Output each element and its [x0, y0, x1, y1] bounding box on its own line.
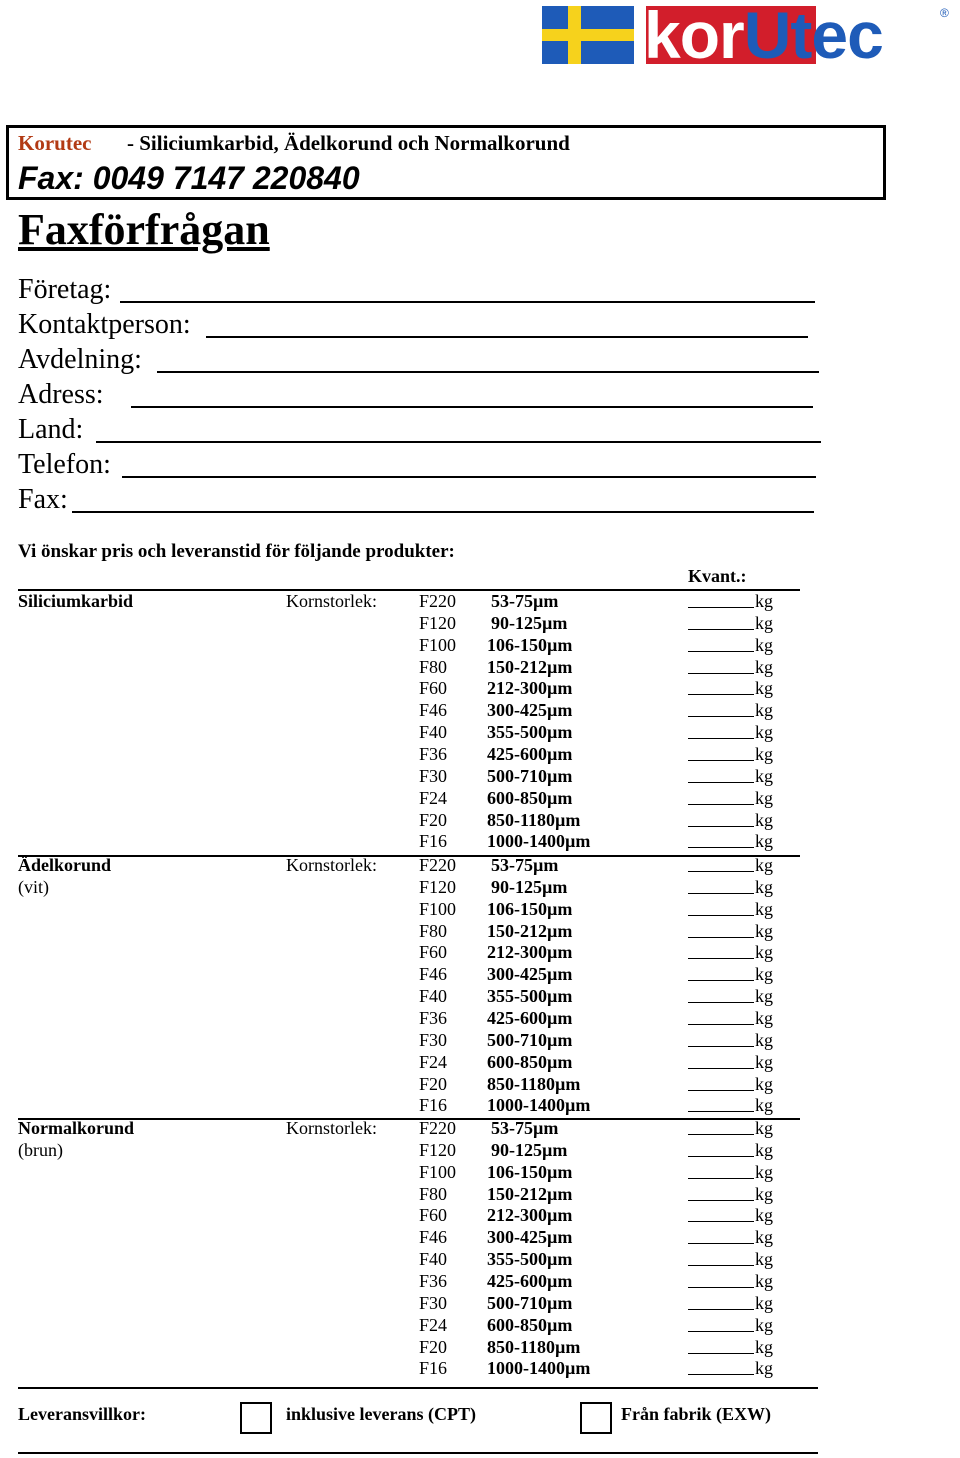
phone-label: Telefon: — [18, 449, 111, 480]
grit-code: F100 — [419, 1161, 457, 1182]
address-input-line[interactable] — [131, 406, 813, 408]
quantity-input-line[interactable] — [688, 826, 754, 827]
grain-size-range: 1000-1400µm — [487, 1358, 591, 1379]
grit-code: F46 — [419, 700, 448, 721]
cpt-option-label: inklusive leverans (CPT) — [286, 1404, 477, 1424]
unit-kg: kg — [755, 1314, 773, 1335]
quantity-input-line[interactable] — [688, 1178, 754, 1179]
grit-code: F40 — [419, 986, 448, 1007]
exw-checkbox[interactable] — [580, 1402, 612, 1434]
brand-name: Korutec — [18, 131, 92, 155]
grit-code: F16 — [419, 1358, 448, 1379]
unit-kg: kg — [755, 964, 773, 985]
intro-text: Vi önskar pris och leveranstid för följande produkter: — [18, 541, 455, 562]
quantity-input-line[interactable] — [688, 1353, 754, 1354]
grain-size-range: 1000-1400µm — [487, 831, 591, 852]
grain-size-range: 600-850µm — [487, 1051, 573, 1072]
quantity-header: Kvant.: — [688, 566, 747, 586]
grain-size-range: 425-600µm — [487, 1270, 573, 1291]
fax-input-line[interactable] — [72, 511, 814, 513]
quantity-input-line[interactable] — [688, 716, 754, 717]
grit-code: F120 — [419, 1139, 457, 1160]
fax-label: Fax: — [18, 484, 68, 515]
grit-code: F220 — [419, 855, 457, 875]
grain-size-range: 150-212µm — [487, 920, 573, 941]
grit-code: F20 — [419, 809, 448, 830]
unit-kg: kg — [755, 1227, 773, 1248]
quantity-input-line[interactable] — [688, 1134, 754, 1135]
grit-code: F40 — [419, 1249, 448, 1270]
delivery-top-rule — [18, 1387, 818, 1389]
grit-code: F46 — [419, 1227, 448, 1248]
grit-code: F120 — [419, 876, 457, 897]
contact-person-field[interactable] — [18, 308, 191, 342]
quantity-input-line[interactable] — [688, 1265, 754, 1266]
swedish-flag-icon — [542, 6, 634, 64]
grain-size-range: 53-75µm — [491, 1118, 559, 1138]
grain-size-range: 212-300µm — [487, 1205, 573, 1226]
product-name: Siliciumkarbid — [18, 591, 134, 611]
quantity-input-line[interactable] — [688, 673, 754, 674]
fax-number: Fax: 0049 7147 220840 — [18, 160, 360, 196]
grit-code: F100 — [419, 634, 457, 655]
quantity-input-line[interactable] — [688, 915, 754, 916]
grit-code: F16 — [419, 831, 448, 852]
grain-size-range: 300-425µm — [487, 964, 573, 985]
quantity-input-line[interactable] — [688, 1243, 754, 1244]
grit-code: F220 — [419, 591, 457, 611]
quantity-input-line[interactable] — [688, 1309, 754, 1310]
unit-kg: kg — [755, 765, 773, 786]
logo-wordmark: korUtec — [644, 0, 883, 72]
grain-size-range: 1000-1400µm — [487, 1095, 591, 1116]
phone-field[interactable] — [18, 448, 111, 482]
quantity-input-line[interactable] — [688, 1374, 754, 1375]
grain-size-range: 600-850µm — [487, 787, 573, 808]
unit-kg: kg — [755, 986, 773, 1007]
grit-code: F20 — [419, 1073, 448, 1094]
unit-kg: kg — [755, 1358, 773, 1379]
grit-code: F24 — [419, 787, 448, 808]
phone-input-line[interactable] — [122, 476, 816, 478]
grit-code: F100 — [419, 898, 457, 919]
grit-code: F20 — [419, 1336, 448, 1357]
grain-size-range: 425-600µm — [487, 743, 573, 764]
unit-kg: kg — [755, 743, 773, 764]
unit-kg: kg — [755, 700, 773, 721]
grain-size-range: 53-75µm — [491, 855, 559, 875]
unit-kg: kg — [755, 1118, 773, 1138]
grain-size-range: 300-425µm — [487, 1227, 573, 1248]
unit-kg: kg — [755, 1139, 773, 1160]
quantity-input-line[interactable] — [688, 847, 754, 848]
contact-person-input-line[interactable] — [206, 336, 808, 338]
department-label: Avdelning: — [18, 344, 142, 375]
unit-kg: kg — [755, 1029, 773, 1050]
page-title: Faxförfrågan — [18, 205, 270, 254]
unit-kg: kg — [755, 1183, 773, 1204]
company-label: Företag: — [18, 274, 112, 305]
quantity-input-line[interactable] — [688, 1156, 754, 1157]
unit-kg: kg — [755, 1007, 773, 1028]
unit-kg: kg — [755, 1205, 773, 1226]
unit-kg: kg — [755, 1270, 773, 1291]
unit-kg: kg — [755, 787, 773, 808]
unit-kg: kg — [755, 1336, 773, 1357]
grain-size-range: 355-500µm — [487, 722, 573, 743]
quantity-input-line[interactable] — [688, 782, 754, 783]
grain-size-range: 355-500µm — [487, 1249, 573, 1270]
grain-size-range: 106-150µm — [487, 1161, 573, 1182]
quantity-input-line[interactable] — [688, 937, 754, 938]
quantity-input-line[interactable] — [688, 1024, 754, 1025]
product-note: (vit) — [18, 876, 49, 897]
unit-kg: kg — [755, 656, 773, 677]
grain-size-range: 850-1180µm — [487, 809, 581, 830]
unit-kg: kg — [755, 942, 773, 963]
section-divider — [18, 1118, 800, 1120]
delivery-bottom-rule — [18, 1452, 818, 1454]
quantity-input-line[interactable] — [688, 651, 754, 652]
quantity-input-line[interactable] — [688, 1200, 754, 1201]
grain-size-range: 90-125µm — [491, 612, 568, 633]
grit-code: F24 — [419, 1314, 448, 1335]
grain-size-range: 150-212µm — [487, 1183, 573, 1204]
country-label: Land: — [18, 414, 84, 445]
quantity-input-line[interactable] — [688, 804, 754, 805]
grit-code: F36 — [419, 1270, 448, 1291]
unit-kg: kg — [755, 591, 773, 611]
contact-person-label: Kontaktperson: — [18, 309, 191, 340]
grit-code: F36 — [419, 743, 448, 764]
table-top-rule — [18, 589, 800, 591]
unit-kg: kg — [755, 809, 773, 830]
delivery-label: Leveransvillkor: — [18, 1404, 146, 1424]
grit-code: F60 — [419, 678, 448, 699]
grit-code: F16 — [419, 1095, 448, 1116]
company-field[interactable] — [18, 273, 111, 307]
grit-code: F60 — [419, 942, 448, 963]
grit-code: F30 — [419, 1292, 448, 1313]
unit-kg: kg — [755, 1095, 773, 1116]
grit-code: F30 — [419, 765, 448, 786]
address-field[interactable] — [18, 378, 104, 412]
grit-code: F80 — [419, 656, 448, 677]
quantity-input-line[interactable] — [688, 738, 754, 739]
quantity-input-line[interactable] — [688, 893, 754, 894]
unit-kg: kg — [755, 1073, 773, 1094]
quantity-input-line[interactable] — [688, 1090, 754, 1091]
grain-size-range: 355-500µm — [487, 986, 573, 1007]
grit-code: F60 — [419, 1205, 448, 1226]
grain-size-range: 600-850µm — [487, 1314, 573, 1335]
quantity-input-line[interactable] — [688, 1002, 754, 1003]
exw-option-label: Från fabrik (EXW) — [621, 1404, 771, 1424]
unit-kg: kg — [755, 1161, 773, 1182]
unit-kg: kg — [755, 855, 773, 875]
quantity-input-line[interactable] — [688, 1287, 754, 1288]
grit-code: F46 — [419, 964, 448, 985]
grain-size-range: 850-1180µm — [487, 1336, 581, 1357]
company-input-line[interactable] — [120, 301, 815, 303]
unit-kg: kg — [755, 678, 773, 699]
grain-size-range: 90-125µm — [491, 876, 568, 897]
grit-code: F40 — [419, 722, 448, 743]
grain-size-range: 500-710µm — [487, 1292, 573, 1313]
country-input-line[interactable] — [96, 441, 821, 443]
registered-mark: ® — [940, 6, 949, 20]
quantity-input-line[interactable] — [688, 1068, 754, 1069]
grain-size-range: 500-710µm — [487, 1029, 573, 1050]
section-divider — [18, 855, 800, 857]
grain-size-range: 150-212µm — [487, 656, 573, 677]
grit-code: F36 — [419, 1007, 448, 1028]
quantity-input-line[interactable] — [688, 1331, 754, 1332]
quantity-input-line[interactable] — [688, 1221, 754, 1222]
department-input-line[interactable] — [157, 371, 819, 373]
grain-size-range: 212-300µm — [487, 678, 573, 699]
header-subtitle: - Siliciumkarbid, Ädelkorund och Normalkorund — [127, 131, 570, 155]
quantity-input-line[interactable] — [688, 871, 754, 872]
grain-size-label: Kornstorlek: — [286, 855, 377, 875]
unit-kg: kg — [755, 1051, 773, 1072]
grain-size-range: 90-125µm — [491, 1139, 568, 1160]
unit-kg: kg — [755, 634, 773, 655]
unit-kg: kg — [755, 831, 773, 852]
product-name: Normalkorund — [18, 1118, 135, 1138]
unit-kg: kg — [755, 612, 773, 633]
unit-kg: kg — [755, 1249, 773, 1270]
quantity-input-line[interactable] — [688, 694, 754, 695]
korutec-logo — [542, 0, 956, 72]
department-field[interactable] — [18, 343, 142, 377]
grit-code: F120 — [419, 612, 457, 633]
grain-size-range: 106-150µm — [487, 898, 573, 919]
quantity-input-line[interactable] — [688, 1046, 754, 1047]
country-field[interactable] — [18, 413, 83, 447]
grain-size-range: 850-1180µm — [487, 1073, 581, 1094]
unit-kg: kg — [755, 1292, 773, 1313]
product-name: Ädelkorund — [18, 855, 112, 875]
address-label: Adress: — [18, 379, 104, 410]
grain-size-range: 300-425µm — [487, 700, 573, 721]
grain-size-label: Kornstorlek: — [286, 1118, 377, 1138]
cpt-checkbox[interactable] — [240, 1402, 272, 1434]
grain-size-range: 425-600µm — [487, 1007, 573, 1028]
quantity-input-line[interactable] — [688, 958, 754, 959]
quantity-input-line[interactable] — [688, 1111, 754, 1112]
grit-code: F220 — [419, 1118, 457, 1138]
grit-code: F30 — [419, 1029, 448, 1050]
unit-kg: kg — [755, 722, 773, 743]
grit-code: F24 — [419, 1051, 448, 1072]
fax-field[interactable] — [18, 483, 68, 517]
unit-kg: kg — [755, 920, 773, 941]
grit-code: F80 — [419, 1183, 448, 1204]
grit-code: F80 — [419, 920, 448, 941]
product-note: (brun) — [18, 1139, 63, 1160]
unit-kg: kg — [755, 876, 773, 897]
quantity-input-line[interactable] — [688, 980, 754, 981]
grain-size-range: 106-150µm — [487, 634, 573, 655]
grain-size-range: 53-75µm — [491, 591, 559, 611]
grain-size-label: Kornstorlek: — [286, 591, 377, 611]
quantity-input-line[interactable] — [688, 760, 754, 761]
quantity-input-line[interactable] — [688, 607, 754, 608]
grain-size-range: 212-300µm — [487, 942, 573, 963]
grain-size-range: 500-710µm — [487, 765, 573, 786]
quantity-input-line[interactable] — [688, 629, 754, 630]
unit-kg: kg — [755, 898, 773, 919]
